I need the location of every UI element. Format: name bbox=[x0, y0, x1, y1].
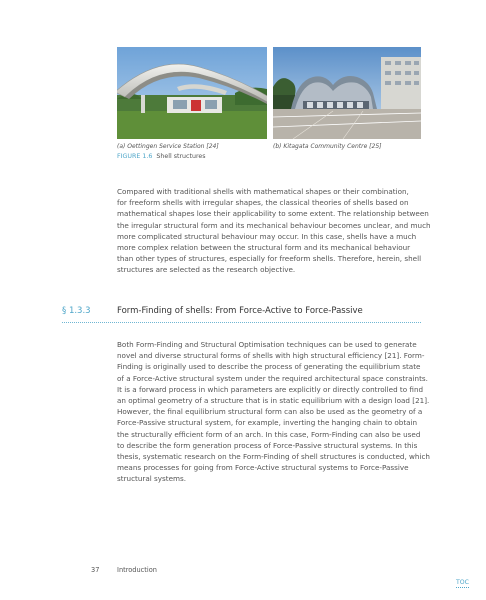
figure-caption-b: (b) Kitagata Community Centre [25] bbox=[273, 143, 382, 150]
paragraph-shells-intro bbox=[117, 186, 437, 276]
text-line: structures are selected as the research objective. bbox=[117, 265, 296, 275]
text-line: for freeform shells with irregular shapes, the classical theories of shells based on bbox=[117, 198, 409, 208]
text-line: means processes for going from Force-Active structural systems to Force-Passive bbox=[117, 463, 409, 473]
running-head: Introduction bbox=[117, 566, 157, 574]
text-line: thesis, systematic research on the Form-Finding of shell structures is conducted, which bbox=[117, 452, 430, 462]
text-line: structural systems. bbox=[117, 474, 187, 484]
section-title: Form-Finding of shells: From Force-Active to Force-Passive bbox=[117, 306, 363, 316]
text-line: Force-Passive structural system, for example, inverting the hanging chain to obtain bbox=[117, 418, 418, 428]
section-divider bbox=[62, 322, 421, 323]
figure-caption-a: (a) Oettingen Service Station [24] bbox=[117, 143, 219, 150]
photo-oettingen-service-station bbox=[117, 47, 267, 139]
text-line: mathematical shapes lose their applicability to some extent. The relationship between bbox=[117, 209, 429, 219]
page-number: 37 bbox=[91, 566, 100, 574]
text-line: more complex relation between the structural form and its mechanical behaviour bbox=[117, 243, 411, 253]
text-line: Compared with traditional shells with mathematical shapes or their combination, bbox=[117, 187, 409, 196]
text-line: more complicated structural behaviour may occur. In this case, shells have a much bbox=[117, 231, 417, 241]
toc-link[interactable]: TOC bbox=[456, 579, 469, 586]
text-line: It is a forward process in which parameters are explicitly or directly controlled to find bbox=[117, 384, 424, 394]
text-line: novel and diverse structural forms of shells with high structural efficiency [21]. Form- bbox=[117, 351, 425, 361]
figure-title: Shell structures bbox=[156, 153, 206, 160]
text-line: Both Form-Finding and Structural Optimisation techniques can be used to generate bbox=[117, 340, 417, 349]
text-line: an optimal geometry of a structure that is in static equilibrium with a design load [21]. bbox=[117, 396, 430, 406]
text-line: Finding is originally used to describe the process of generating the equilibrium state bbox=[117, 362, 421, 372]
section-number: § 1.3.3 bbox=[62, 306, 91, 316]
text-line: However, the final equilibrium structural form can also be used as the geometry of a bbox=[117, 407, 423, 417]
photo-kitagata-community-centre bbox=[273, 47, 421, 139]
figure-label bbox=[117, 153, 206, 160]
text-line: to describe the form generation process of Force-Passive structural systems. In this bbox=[117, 440, 418, 450]
text-line: than other types of structures, especially for freeform shells. Therefore, herein, shell bbox=[117, 254, 422, 264]
text-line: the irregular structural form and its mechanical behaviour becomes unclear, and much bbox=[117, 220, 431, 230]
text-line: of a Force-Active structural system under the required architectural space constraints. bbox=[117, 373, 428, 383]
figure-number: FIGURE 1.6 bbox=[117, 153, 153, 160]
paragraph-form-finding bbox=[117, 339, 437, 485]
text-line: the structurally efficient form of an arch. In this case, Form-Finding can also be used bbox=[117, 429, 421, 439]
